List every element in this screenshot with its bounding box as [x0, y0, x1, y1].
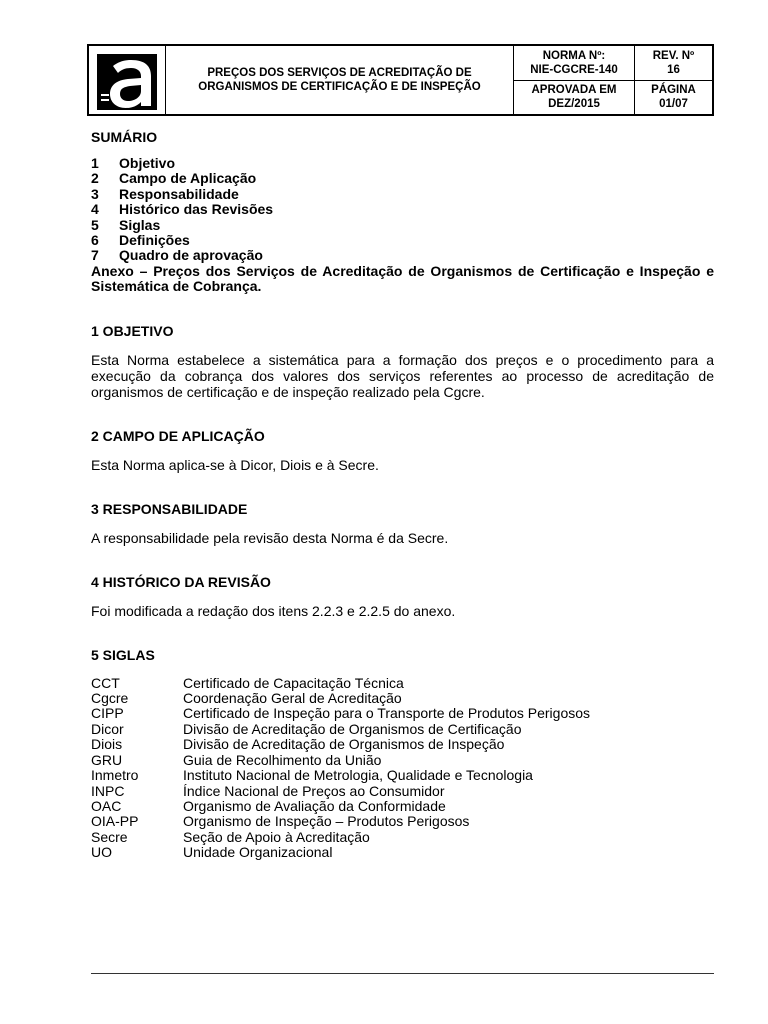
siglas-list: [91, 676, 714, 861]
sigla-desc: Divisão de Acreditação de Organismos de Certificação: [183, 720, 522, 737]
section-objetivo: [91, 322, 714, 400]
document-body: [91, 128, 714, 861]
sigla-desc: Índice Nacional de Preços ao Consumidor: [183, 782, 445, 799]
toc-item: [91, 171, 714, 186]
approval-date: [514, 81, 634, 115]
list-item: [91, 768, 714, 783]
list-item: [91, 706, 714, 721]
section-heading: 2 CAMPO DE APLICAÇÃO: [91, 427, 265, 444]
toc-label: Histórico das Revisões: [119, 201, 274, 218]
rev-label: REV. Nº: [652, 49, 695, 62]
toc-item: [91, 187, 714, 202]
list-item: [91, 799, 714, 814]
sigla-desc: Instituto Nacional de Metrologia, Qualidade e Tecnologia: [183, 767, 533, 784]
aprovada-label: APROVADA EM: [531, 84, 617, 97]
toc-num: 4: [91, 201, 99, 218]
toc-label: Definições: [119, 232, 190, 249]
toc-num: 3: [91, 185, 99, 202]
list-item: [91, 814, 714, 829]
sigla-abbr: INPC: [91, 782, 125, 799]
page-number: [635, 81, 712, 115]
pagina-value: 01/07: [659, 98, 688, 111]
section-text: Esta Norma estabelece a sistemática para a formação dos preços e o procedimento para a execução da cobrança dos valores dos serviços referentes ao processo de acreditação de organismos de certificação e de inspeção realizado pela Cgcre.: [91, 351, 714, 400]
norma-cell: [514, 46, 635, 114]
list-item: [91, 676, 714, 691]
section-text: A responsabilidade pela revisão desta Norma é da Secre.: [91, 529, 449, 546]
sigla-desc: Organismo de Avaliação da Conformidade: [183, 797, 446, 814]
sigla-abbr: Dicor: [91, 720, 124, 737]
sigla-desc: Seção de Apoio à Acreditação: [183, 828, 370, 845]
section-siglas: [91, 646, 714, 861]
list-item: [91, 845, 714, 860]
sigla-desc: Coordenação Geral de Acreditação: [183, 690, 402, 707]
sigla-desc: Certificado de Inspeção para o Transporte de Produtos Perigosos: [183, 705, 591, 722]
toc-item: [91, 233, 714, 248]
document-header: [87, 44, 714, 116]
list-item: [91, 722, 714, 737]
revision-cell: [635, 46, 712, 114]
toc-label: Campo de Aplicação: [119, 170, 257, 187]
toc-anexo: Anexo – Preços dos Serviços de Acreditação de Organismos de Certificação e Inspeção e Sistemática de Cobrança.: [91, 262, 714, 295]
toc-item: [91, 218, 714, 233]
toc-num: 2: [91, 170, 99, 187]
list-item: [91, 691, 714, 706]
sigla-abbr: CIPP: [91, 705, 124, 722]
document-title: PREÇOS DOS SERVIÇOS DE ACREDITAÇÃO DE ORGANISMOS DE CERTIFICAÇÃO E DE INSPEÇÃO: [166, 46, 514, 114]
aprovada-value: DEZ/2015: [548, 98, 600, 111]
logo-cell: [89, 46, 166, 114]
section-heading: 1 OBJETIVO: [91, 322, 174, 339]
toc-num: 6: [91, 232, 99, 249]
revision-number: [635, 46, 712, 81]
sigla-abbr: Diois: [91, 736, 123, 753]
cgcre-logo: [97, 54, 157, 110]
sigla-desc: Certificado de Capacitação Técnica: [183, 674, 404, 691]
section-campo: [91, 427, 714, 473]
table-of-contents: [91, 156, 714, 295]
toc-num: 5: [91, 216, 99, 233]
list-item: [91, 737, 714, 752]
section-text: Foi modificada a redação dos itens 2.2.3 e 2.2.5 do anexo.: [91, 602, 456, 619]
sigla-desc: Unidade Organizacional: [183, 844, 333, 861]
sumario-heading: SUMÁRIO: [91, 129, 158, 145]
toc-label: Responsabilidade: [119, 185, 239, 202]
toc-item: [91, 156, 714, 171]
sigla-abbr: CCT: [91, 674, 120, 691]
sigla-abbr: GRU: [91, 751, 123, 768]
section-heading: 4 HISTÓRICO DA REVISÃO: [91, 573, 271, 590]
pagina-label: PÁGINA: [651, 84, 696, 97]
list-item: [91, 753, 714, 768]
sigla-desc: Organismo de Inspeção – Produtos Perigosos: [183, 813, 470, 830]
sigla-abbr: OAC: [91, 797, 122, 814]
norma-label: NORMA Nº:: [542, 49, 606, 62]
sigla-desc: Guia de Recolhimento da União: [183, 751, 382, 768]
toc-label: Siglas: [119, 216, 161, 233]
rev-value: 16: [667, 63, 680, 76]
sigla-abbr: Secre: [91, 828, 128, 845]
norma-value: NIE-CGCRE-140: [530, 63, 618, 76]
sigla-abbr: Cgcre: [91, 690, 129, 707]
sigla-desc: Divisão de Acreditação de Organismos de Inspeção: [183, 736, 505, 753]
section-responsabilidade: [91, 500, 714, 546]
section-text: Esta Norma aplica-se à Dicor, Diois e à Secre.: [91, 456, 379, 473]
sigla-abbr: OIA-PP: [91, 813, 139, 830]
section-heading: 3 RESPONSABILIDADE: [91, 500, 248, 517]
toc-num: 1: [91, 155, 99, 171]
sigla-abbr: UO: [91, 844, 112, 861]
footer-divider: [91, 973, 714, 974]
toc-label: Quadro de aprovação: [119, 247, 263, 264]
toc-item: [91, 248, 714, 263]
toc-label: Objetivo: [119, 155, 176, 171]
toc-item: [91, 202, 714, 217]
sigla-abbr: Inmetro: [91, 767, 139, 784]
toc-num: 7: [91, 247, 99, 264]
section-historico: [91, 573, 714, 619]
section-heading: 5 SIGLAS: [91, 646, 155, 663]
list-item: [91, 784, 714, 799]
norma-number: [514, 46, 634, 81]
list-item: [91, 830, 714, 845]
